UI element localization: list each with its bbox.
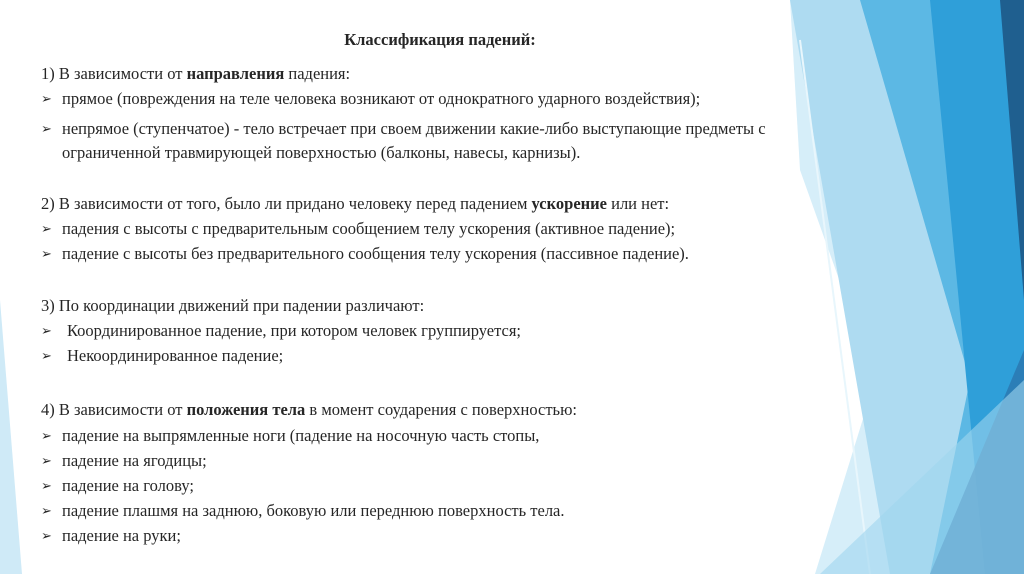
arrow-bullet-icon: ➢ (41, 349, 52, 364)
arrow-bullet-icon: ➢ (41, 247, 52, 262)
slide-title: Классификация падений: (344, 30, 536, 49)
list-item: ➢ непрямое (ступенчатое) - тело встречает при своем движении какие-либо выступающие предметы с (41, 119, 766, 138)
list-item: ➢ падение с высоты без предварительного сообщения телу ускорения (пассивное падение). (41, 244, 689, 263)
arrow-bullet-icon: ➢ (41, 454, 52, 469)
arrow-bullet-icon: ➢ (41, 222, 52, 237)
list-item: ➢ падение на ягодицы; (41, 451, 207, 470)
list-item: ➢ падения с высоты с предварительным сообщением телу ускорения (активное падение); (41, 219, 676, 238)
arrow-bullet-icon: ➢ (41, 324, 52, 339)
arrow-bullet-icon: ➢ (41, 429, 52, 444)
list-item: ➢ Координированное падение, при котором человек группируется; (41, 321, 522, 340)
list-item: ➢ падение на руки; (41, 526, 181, 545)
list-item-continuation: ограниченной травмирующей поверхностью (балконы, навесы, карнизы). (62, 143, 581, 162)
arrow-bullet-icon: ➢ (41, 504, 52, 519)
list-item: ➢ падение на выпрямленные ноги (падение на носочную часть стопы, (41, 426, 540, 445)
list-item: ➢ прямое (повреждения на теле человека возникают от однократного ударного воздействия); (41, 89, 701, 108)
arrow-bullet-icon: ➢ (41, 92, 52, 107)
section-2-heading: 2) В зависимости от того, было ли придано человеку перед падением ускорение или нет: (41, 194, 670, 213)
arrow-bullet-icon: ➢ (41, 122, 52, 137)
arrow-bullet-icon: ➢ (41, 529, 52, 544)
section-4-heading: 4) В зависимости от положения тела в момент соударения с поверхностью: (41, 400, 577, 419)
list-item: ➢ падение плашмя на заднюю, боковую или переднюю поверхность тела. (41, 501, 565, 520)
list-item: ➢ Некоординированное падение; (41, 346, 284, 365)
list-item: ➢ падение на голову; (41, 476, 194, 495)
section-1-heading: 1) В зависимости от направления падения: (41, 64, 351, 83)
arrow-bullet-icon: ➢ (41, 479, 52, 494)
section-3-heading: 3) По координации движений при падении различают: (41, 296, 425, 315)
